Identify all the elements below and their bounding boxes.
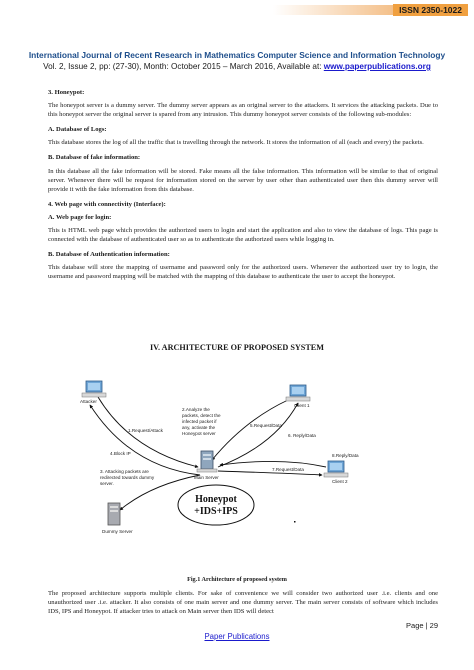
body-content [48,88,438,288]
label-redirect-1: 3. Attacking packets are [100,469,149,474]
paragraph-login: This is HTML web page which provides the authorized users to login and start the application and also to view the database of logs. This page is connected with the database of authenticated user so as to authenticate the authorized users while logging in. [48,227,438,244]
honeypot-subtitle: +IDS+IPS [194,506,238,517]
dummy-server-icon [108,503,120,525]
label-analyze-1: 2.Analyze the [182,407,210,412]
label-redirect-3: server. [100,481,114,486]
label-analyze-5: Honeypot server [182,431,216,436]
section-title-architecture: IV. ARCHITECTURE OF PROPOSED SYSTEM [149,343,324,352]
section-heading-honeypot: 3. Honeypot: [48,89,85,96]
stray-dot [294,521,296,523]
main-server-label: Main Server [194,475,219,480]
figure-caption: Fig.1 Architecture of proposed system [187,576,287,583]
label-request-5: 5.Request/Data [250,423,282,428]
section-heading-web-page: 4. Web page with connectivity (Interface): [48,200,166,208]
journal-site-link[interactable]: www.paperpublications.org [323,62,431,71]
label-analyze-4: any, activate the [182,425,216,430]
paragraph-auth: This database will store the mapping of username and password only for the authorized users. Whenever the authorized user try to login, the username and password mapping will be matched with the mapping of this database to authenticate the user to accept the honeypot. [48,264,438,281]
journal-header [0,50,474,72]
client2-computer-icon [324,461,348,477]
honeypot-title: Honeypot [195,494,237,505]
architecture-diagram [70,375,415,575]
dummy-server-label: Dummy Server [102,529,133,534]
subsection-heading-login: A. Web page for login: [48,213,112,221]
client1-label: Client 1 [294,403,310,408]
server-to-client1-line [218,403,298,467]
architecture-figure [70,375,415,575]
issn-gradient-stripe [273,5,393,15]
paragraph-architecture: The proposed architecture supports multiple clients. For sake of convenience we will consider two authorized user .i.e. clients and one unauthorized user .i.e. attacker. It also consists of one main server and one dummy server. The main server consists of software which includes IDS, IPS and Honeypot. If attacker tries to attack on Main server then IDS will detect [48,590,438,616]
issn-label: ISSN 2350-1022 [393,4,468,16]
issn-banner [273,3,468,17]
label-block-ip: 4.Block IP [110,451,131,456]
label-analyze-3: infected packet if [182,419,217,424]
honeypot-ellipse [178,485,254,525]
label-reply-8: 8.Reply/Data [332,453,359,458]
page-number: Page | 29 [406,621,438,630]
label-request-7: 7.Request/Data [272,467,304,472]
subsection-heading-logs: A. Database of Logs: [48,126,107,134]
server-to-client2-line [218,471,322,475]
journal-meta-text: Vol. 2, Issue 2, pp: (27-30), Month: October 2015 – March 2016, Available at: [43,62,324,71]
client1-computer-icon [286,385,310,401]
label-redirect-2: redirected towards dummy [100,475,155,480]
label-reply-6: 6. Reply/Data [288,433,316,438]
attacker-computer-icon [82,381,106,397]
paragraph-honeypot: The honeypot server is a dummy server. The dummy server appears as an original server to the attackers. It services the attacking packets. Due to this honeypot server the original server is spared from any intrusion. This dummy honeypot server consists of the following sub-modules: [48,102,438,119]
paragraph-fake-info: In this database all the fake information will be stored. Fake means all the false information. This information will be similar to that of original server. Whenever there will be request for information stored on the server by user other than authenticated user then this dummy server will provide it with the fake information from this database. [48,167,438,193]
paragraph-logs: This database stores the log of all the traffic that is travelling through the network. It stores the information of all (each and every) the packets. [48,139,424,147]
journal-meta [0,61,474,72]
footer-publisher-link[interactable]: Paper Publications [204,632,270,641]
journal-title: International Journal of Recent Research in Mathematics Computer Science and Information Technology [28,50,446,60]
label-analyze-2: packets, detect the [182,413,221,418]
subsection-heading-auth: B. Database of Authentication information: [48,251,170,259]
client2-label: Client 2 [332,479,348,484]
label-request-attack: 1.Request/Attack [128,428,163,433]
main-server-icon [197,451,217,472]
subsection-heading-fake-info: B. Database of fake information: [48,154,141,162]
attacker-label: Attacker [80,399,97,404]
